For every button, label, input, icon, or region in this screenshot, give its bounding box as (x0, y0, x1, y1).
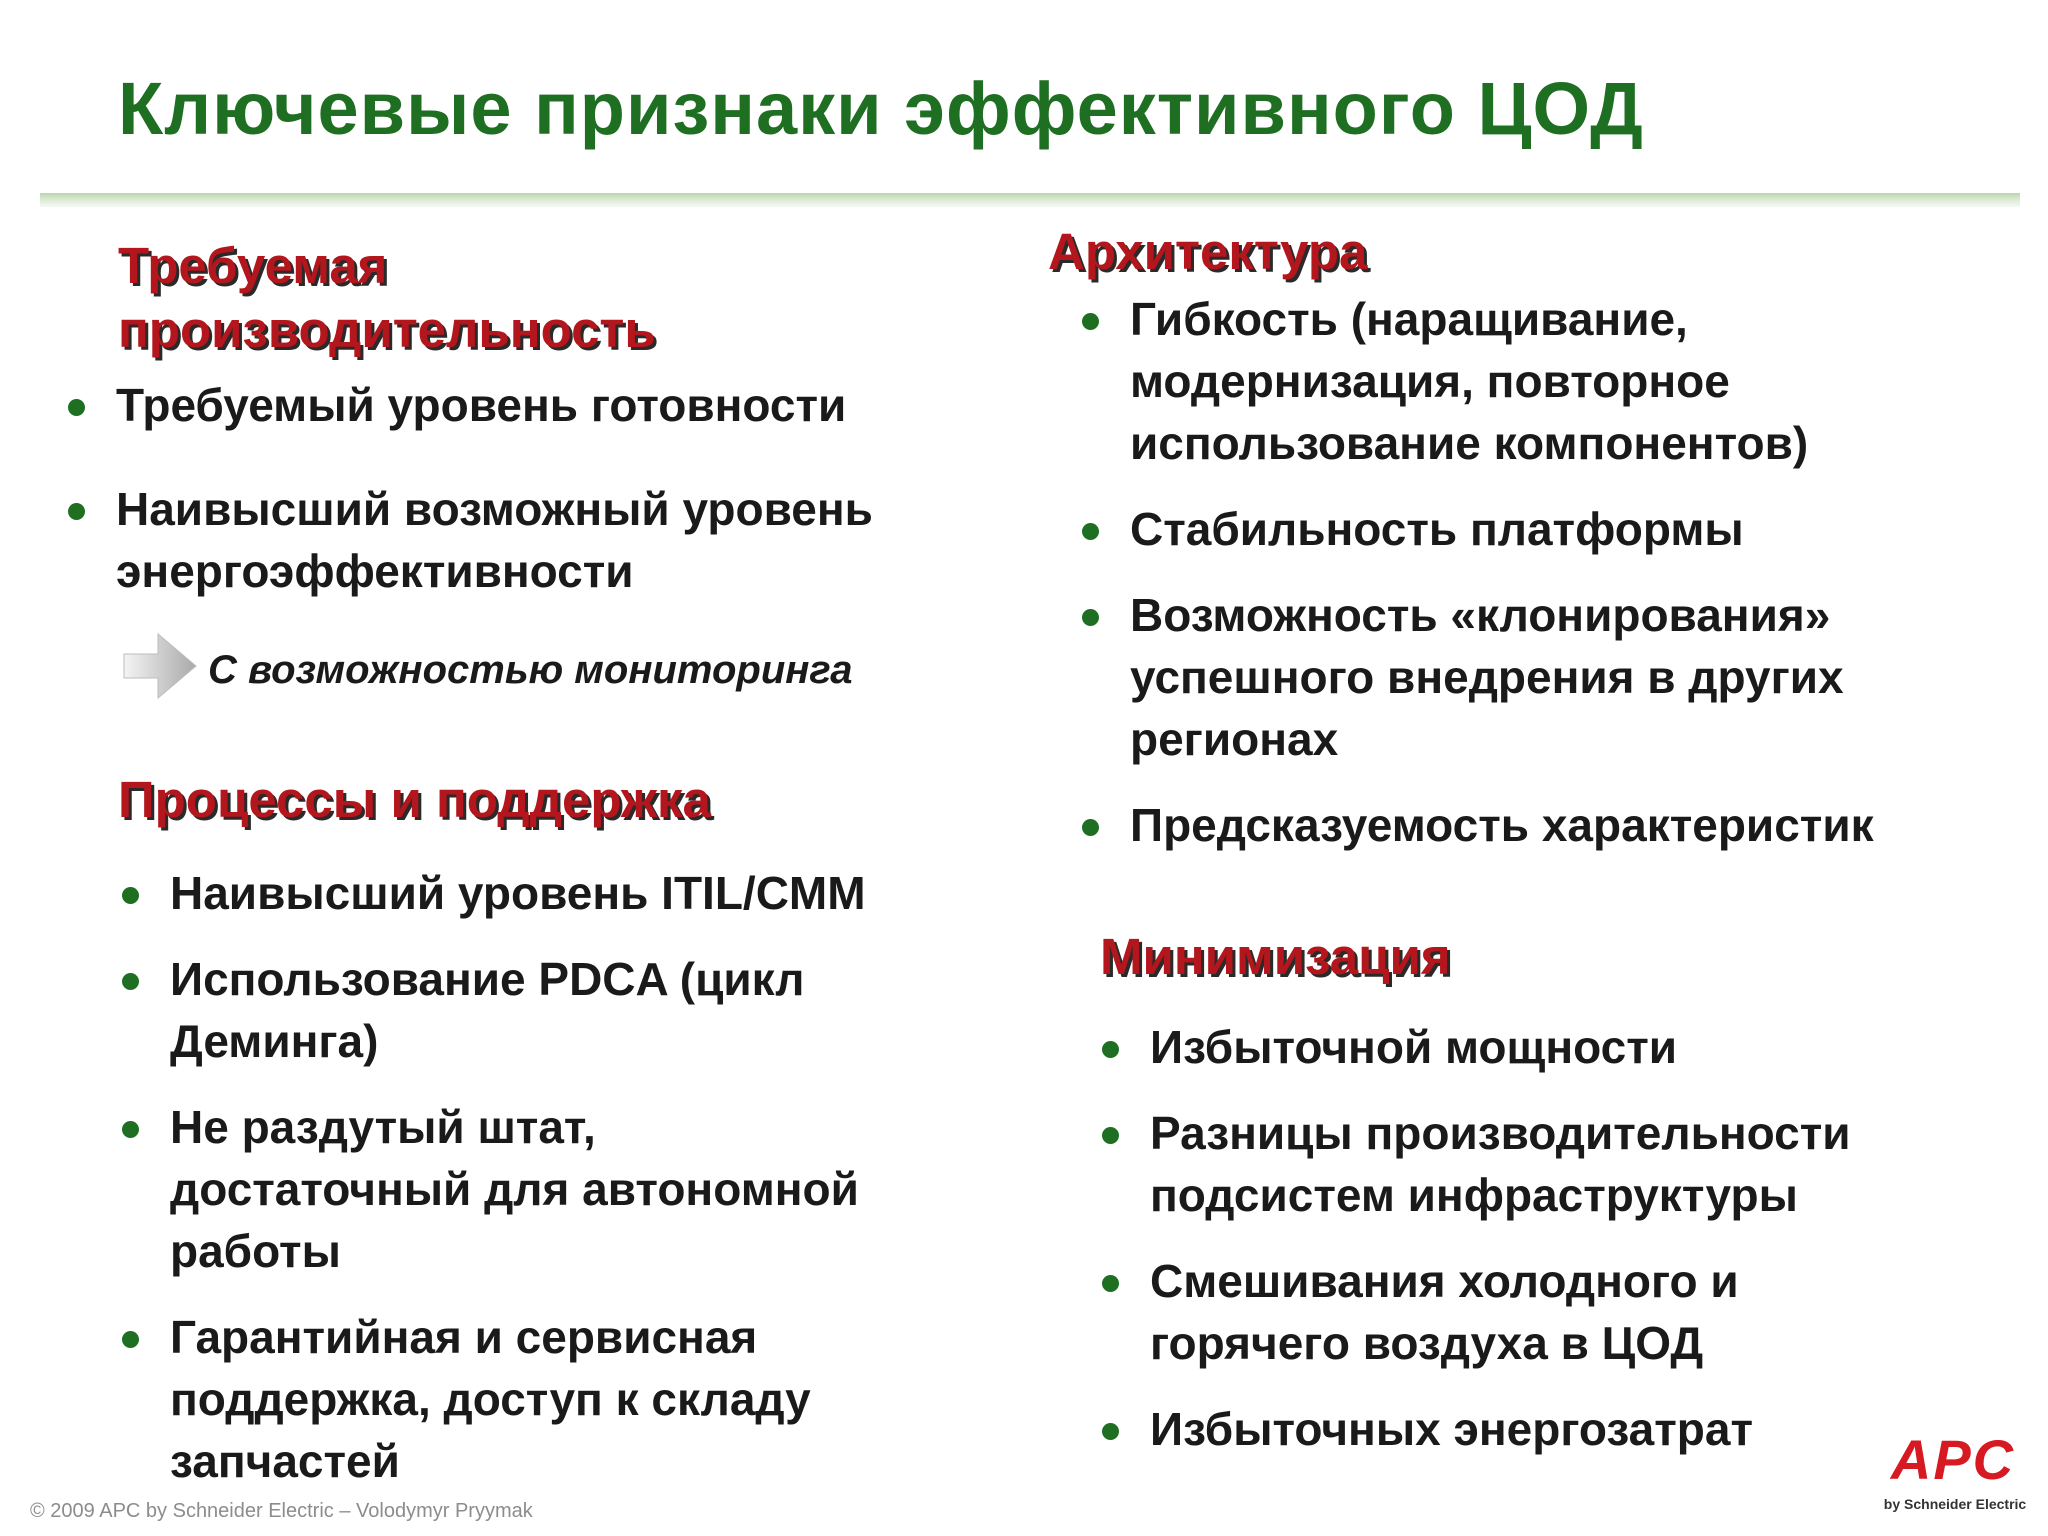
bullet-icon (1102, 1275, 1119, 1292)
list-item: Избыточных энергозатрат (1102, 1398, 1851, 1460)
list-item: Разницы производительности подсистем инфраструктуры (1102, 1102, 1851, 1226)
list-item: Наивысший возможный уровень энергоэффективности (68, 478, 873, 602)
bullet-icon (1082, 523, 1099, 540)
list-item: Избыточной мощности (1102, 1016, 1851, 1078)
processes-list (122, 862, 866, 1492)
list-item: Возможность «клонирования» успешного внедрения в других регионах (1082, 584, 1874, 770)
list-item: Использование PDCA (цикл Деминга) (122, 948, 866, 1072)
arrow-right-icon (122, 630, 202, 702)
bullet-icon (1102, 1423, 1119, 1440)
list-item: Стабильность платформы (1082, 498, 1874, 560)
bullet-icon (68, 503, 85, 520)
bullet-icon (122, 887, 139, 904)
list-item: Требуемый уровень готовности (68, 374, 873, 436)
architecture-list (1082, 288, 1874, 856)
bullet-icon (1082, 609, 1099, 626)
bullet-icon (1102, 1127, 1119, 1144)
performance-list (68, 374, 873, 602)
apc-logo (1878, 1430, 2028, 1520)
list-item: Предсказуемость характеристик (1082, 794, 1874, 856)
logo-by-line: by Schneider Electric (1883, 1496, 2027, 1512)
bullet-icon (1102, 1041, 1119, 1058)
list-item: Смешивания холодного и горячего воздуха в ЦОД (1102, 1250, 1851, 1374)
minimization-list (1102, 1016, 1851, 1460)
title-divider (40, 193, 2020, 207)
bullet-icon (122, 973, 139, 990)
heading-minimization: Минимизация (1100, 928, 1451, 985)
list-item: Гибкость (наращивание, модернизация, повторное использование компонентов) (1082, 288, 1874, 474)
list-item: Наивысший уровень ITIL/CMM (122, 862, 866, 924)
bullet-icon (1082, 313, 1099, 330)
bullet-icon (122, 1331, 139, 1348)
page-title: Ключевые признаки эффективного ЦОД (118, 67, 1644, 150)
list-item: Не раздутый штат, достаточный для автономной работы (122, 1096, 866, 1282)
bullet-icon (1082, 819, 1099, 836)
copyright-footer: © 2009 APC by Schneider Electric – Volodymyr Pryymak (30, 1500, 533, 1522)
heading-processes: Процессы и поддержка (118, 771, 711, 828)
heading-architecture: Архитектура (1048, 223, 1368, 280)
bullet-icon (122, 1121, 139, 1138)
logo-brand: APC (1890, 1428, 2016, 1491)
list-item: Гарантийная и сервисная поддержка, доступ к складу запчастей (122, 1306, 866, 1492)
sub-item-monitoring (122, 630, 982, 710)
heading-performance: Требуемая производительность (118, 237, 656, 358)
sub-item-label: С возможностью мониторинга (208, 648, 853, 692)
bullet-icon (68, 399, 85, 416)
